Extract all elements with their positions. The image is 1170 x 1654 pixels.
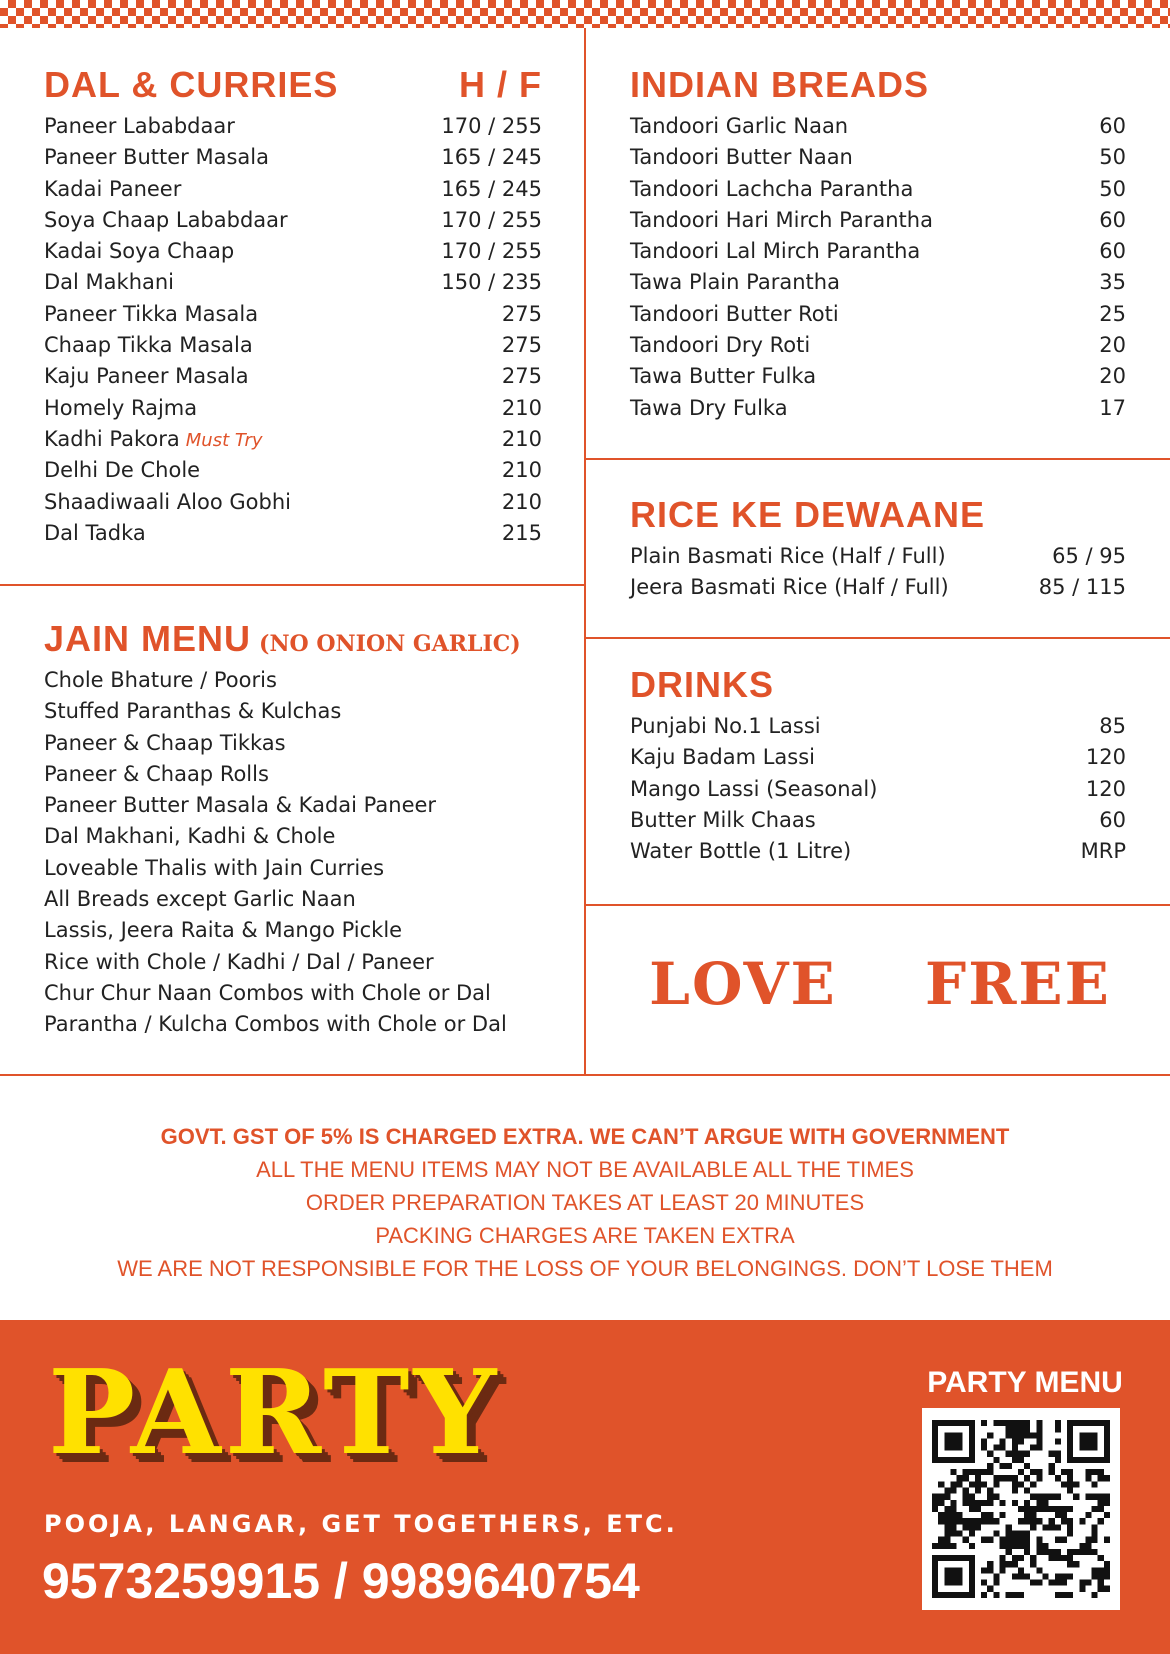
dal-item [44,333,542,364]
item-name: Tawa Plain Parantha [630,270,840,295]
indian-breads-section [630,64,1126,427]
dal-curries-section [44,64,542,552]
drink-item [630,839,1126,870]
item-price: 210 [501,395,542,420]
item-name: Plain Basmati Rice (Half / Full) [630,544,946,568]
item-name: Tandoori Butter Roti [630,301,839,326]
item-name: Tawa Butter Fulka [630,364,817,389]
item-name-wrap [44,333,253,357]
item-price: 120 [1085,776,1126,801]
bread-item [630,114,1126,145]
drink-item [630,808,1126,839]
qr-code-graphic [932,1418,1110,1600]
dal-item [44,239,542,270]
bread-item [630,145,1126,176]
party-menu-label: PARTY MENU [927,1366,1123,1399]
item-price: 275 [501,364,542,389]
item-price: 165 / 245 [441,176,542,201]
item-name-wrap [630,208,933,232]
item-price: 20 [1099,364,1126,389]
checker-border [0,0,1170,28]
divider-right-2 [585,637,1170,639]
dal-item [44,427,542,458]
item-price: 17 [1099,395,1126,420]
note-line: ORDER PREPARATION TAKES AT LEAST 20 MINUTES [305,1190,865,1215]
item-price: 60 [1099,239,1126,264]
item-name-wrap [44,114,235,138]
item-name: Punjabi No.1 Lassi [630,714,821,738]
dal-item [44,490,542,521]
item-name-wrap [630,544,946,568]
jain-item: Paneer & Chaap Rolls [44,761,269,786]
rice-item [630,544,1126,575]
item-name-wrap [630,839,851,863]
item-name-wrap [44,208,288,232]
item-name-wrap [44,364,249,388]
jain-item: Loveable Thalis with Jain Curries [44,855,385,880]
drinks-section [630,664,1126,870]
item-name: Dal Tadka [44,520,146,545]
item-name: Paneer Tikka Masala [44,301,259,326]
item-price: 210 [501,458,542,483]
jain-menu-subtitle: (NO ONION GARLIC) [259,631,521,657]
drink-item [630,745,1126,776]
item-price: 120 [1085,745,1126,770]
item-name-wrap [44,270,174,294]
dal-item [44,208,542,239]
jain-menu-header [44,618,564,662]
item-name-wrap [44,458,200,482]
item-name-wrap [630,302,839,326]
item-name-wrap [630,808,816,832]
item-name-wrap [630,575,949,599]
dal-item [44,458,542,489]
gst-note: GOVT. GST OF 5% IS CHARGED EXTRA. WE CAN’T ARGUE WITH GOVERNMENT [160,1124,1010,1149]
note-line: WE ARE NOT RESPONSIBLE FOR THE LOSS OF YOUR BELONGINGS. DON’T LOSE THEM [117,1256,1053,1281]
jain-item: Paneer & Chaap Tikkas [44,730,286,755]
jain-item: Stuffed Paranthas & Kulchas [44,699,342,724]
dal-curries-list [44,114,542,552]
item-name: Kadai Paneer [44,176,182,201]
item-name: Dal Makhani [44,270,175,295]
jain-item: Lassis, Jeera Raita & Mango Pickle [44,918,403,943]
notes-block [0,1120,1170,1285]
item-name: Paneer Lababdaar [44,114,235,138]
item-name-wrap [44,177,181,201]
item-price: 150 / 235 [441,270,542,295]
jain-menu-title: JAIN MENU [44,618,252,659]
rice-list [630,544,1126,607]
item-name: Homely Rajma [44,395,198,420]
qr-code-icon[interactable] [922,1408,1120,1610]
bread-item [630,364,1126,395]
item-name: Paneer Butter Masala [44,145,269,170]
item-name-wrap [630,396,788,420]
item-price: 275 [501,333,542,358]
item-name-wrap [44,239,234,263]
dal-item [44,396,542,427]
party-title: PARTY [48,1345,501,1481]
bread-item [630,396,1126,427]
item-price: 50 [1099,176,1126,201]
dal-curries-title: DAL & CURRIES [44,64,339,105]
jain-item: Paneer Butter Masala & Kadai Paneer [44,793,437,818]
item-name: Kadhi Pakora [44,426,180,451]
jain-item: Dal Makhani, Kadhi & Chole [44,824,336,849]
party-phone-numbers[interactable]: 9573259915 / 9989640754 [42,1553,640,1609]
item-name: Kaju Paneer Masala [44,364,249,389]
item-price: 25 [1099,301,1126,326]
jain-item: Rice with Chole / Kadhi / Dal / Paneer [44,949,434,974]
item-name: Tandoori Lachcha Parantha [630,176,914,201]
note-line: ALL THE MENU ITEMS MAY NOT BE AVAILABLE ALL THE TIMES [256,1157,914,1182]
dal-item [44,145,542,176]
item-name-wrap [44,490,291,514]
drink-item [630,714,1126,745]
bread-item [630,270,1126,301]
item-price: 50 [1099,145,1126,170]
item-name-wrap [44,521,146,545]
item-name-wrap [630,145,853,169]
divider-right-1 [585,458,1170,460]
item-price: MRP [1080,839,1126,864]
rice-title: RICE KE DEWAANE [630,494,986,535]
indian-breads-list [630,114,1126,427]
rice-section [630,494,1126,607]
item-price: 165 / 245 [441,145,542,170]
divider-bottom [0,1074,1170,1076]
item-name: Shaadiwaali Aloo Gobhi [44,489,291,514]
item-name-wrap [630,714,821,738]
item-price: 60 [1099,807,1126,832]
item-name: Soya Chaap Lababdaar [44,207,288,232]
item-name-wrap [630,333,810,357]
indian-breads-title: INDIAN BREADS [630,64,930,105]
item-price: 215 [501,520,542,545]
item-tag: Must Try [185,429,263,451]
item-name-wrap [630,270,840,294]
item-name: Kadai Soya Chaap [44,239,235,264]
dal-curries-header [44,64,542,108]
jain-menu-section [44,618,564,1044]
item-name-wrap [630,114,848,138]
item-price: 20 [1099,333,1126,358]
bread-item [630,333,1126,364]
drinks-list [630,714,1126,870]
dal-item [44,364,542,395]
bread-item [630,239,1126,270]
item-name-wrap [630,239,920,263]
item-name: Tandoori Dry Roti [630,333,811,358]
item-price: 170 / 255 [441,114,542,138]
item-name-wrap [630,745,815,769]
dal-item [44,114,542,145]
item-price: 85 [1099,714,1126,738]
drink-item [630,777,1126,808]
item-name: Chaap Tikka Masala [44,333,253,358]
party-banner [0,1320,1170,1654]
item-price: 60 [1099,114,1126,138]
party-subtitle: POOJA, LANGAR, GET TOGETHERS, ETC. [44,1510,678,1538]
item-price: 85 / 115 [1038,575,1126,600]
item-name: Tandoori Hari Mirch Parantha [630,207,933,232]
half-full-header: H / F [459,64,542,105]
item-name-wrap [44,396,197,420]
item-name-wrap [630,777,877,801]
item-name: Tawa Dry Fulka [630,395,788,420]
item-name: Delhi De Chole [44,458,201,483]
item-name-wrap [44,427,263,451]
item-name: Butter Milk Chaas [630,807,816,832]
item-name-wrap [630,177,913,201]
bread-item [630,177,1126,208]
item-name: Mango Lassi (Seasonal) [630,776,878,801]
dal-item [44,177,542,208]
jain-item: Parantha / Kulcha Combos with Chole or Dal [44,1012,507,1037]
dal-item [44,521,542,552]
jain-menu-list [44,668,564,1044]
drinks-title: DRINKS [630,664,775,705]
bread-item [630,302,1126,333]
jain-item: Chole Bhature / Pooris [44,668,277,692]
column-divider [584,28,586,1076]
jain-item: Chur Chur Naan Combos with Chole or Dal [44,980,491,1005]
love-free-text: LOVE FREE [649,950,1111,1018]
divider-right-3 [585,904,1170,906]
item-name-wrap [44,145,269,169]
note-line: PACKING CHARGES ARE TAKEN EXTRA [375,1223,795,1248]
item-price: 210 [501,489,542,514]
dal-item [44,302,542,333]
item-name-wrap [630,364,816,388]
bread-item [630,208,1126,239]
item-price: 275 [501,301,542,326]
dal-item [44,270,542,301]
divider-left [0,584,585,586]
item-name-wrap [44,302,258,326]
item-price: 60 [1099,207,1126,232]
item-name: Water Bottle (1 Litre) [630,839,852,864]
item-price: 170 / 255 [441,207,542,232]
item-name: Tandoori Lal Mirch Parantha [630,239,921,264]
item-name: Tandoori Garlic Naan [630,114,849,138]
rice-item [630,575,1126,606]
item-name: Jeera Basmati Rice (Half / Full) [630,575,949,600]
item-price: 35 [1099,270,1126,295]
item-name: Tandoori Butter Naan [630,145,853,170]
jain-item: All Breads except Garlic Naan [44,887,356,912]
item-name: Kaju Badam Lassi [630,745,815,770]
item-price: 170 / 255 [441,239,542,264]
item-price: 210 [501,426,542,451]
item-price: 65 / 95 [1052,544,1126,568]
